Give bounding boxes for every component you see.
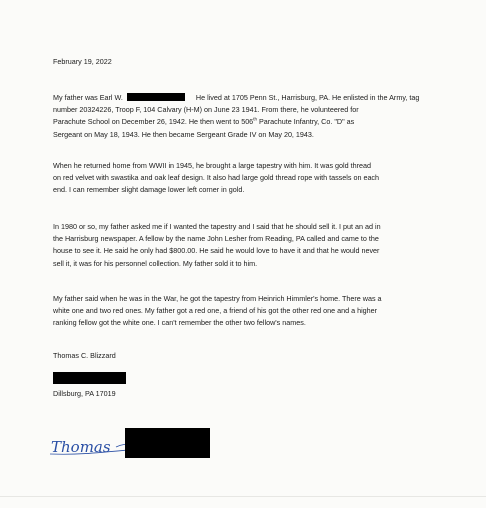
paragraph-line	[53, 92, 459, 104]
paragraph-line: Sergeant on May 18, 1943. He then became Sergeant Grade IV on May 20, 1943.	[53, 129, 314, 139]
paragraph-line: house to see it. He said he only had $800.00. He said he would love to have it and that he would never	[53, 246, 380, 256]
date-text: February 19, 2022	[53, 57, 112, 66]
paragraph-tapestry	[53, 160, 459, 197]
scan-edge-line	[0, 496, 486, 497]
letter-date	[53, 56, 459, 68]
paragraph-line: the Harrisburg newspaper. A fellow by the name John Lesher from Reading, PA called and came to the	[53, 234, 379, 244]
paragraph-line: In 1980 or so, my father asked me if I wanted the tapestry and I said that he should sell it. I put an ad in	[53, 222, 381, 231]
paragraph-line: on red velvet with swastika and oak leaf design. It also had large gold thread rope with tassels on each	[53, 173, 380, 183]
signature-name	[53, 350, 459, 362]
line-text: Parachute School on December 26, 1942. He then went to 506	[53, 117, 254, 127]
redaction-bar	[127, 93, 185, 101]
address-redaction-bar	[53, 372, 126, 384]
line-text: Parachute Infantry, Co. "D" as	[256, 117, 355, 127]
paragraph-line	[53, 116, 459, 128]
line-text: My father was Earl W.	[53, 93, 123, 102]
paragraph-himmler	[53, 293, 459, 330]
signature-redaction-bar	[125, 428, 210, 458]
signature-first-name: Thomas	[51, 438, 111, 456]
signature-name-text: Thomas C. Blizzard	[53, 351, 116, 360]
city-line-text: Dillsburg, PA 17019	[53, 389, 116, 398]
paragraph-line: white one and two red ones. My father got a red one, a friend of his got the other red one and a higher	[53, 306, 378, 316]
paragraph-line: My father said when he was in the War, he got the tapestry from Heinrich Himmler's home. There was a	[53, 294, 382, 303]
paragraph-line: sell it, it was for his personnel collection. My father sold it to him.	[53, 258, 258, 268]
paragraph-line: number 20324226, Troop F, 104 Calvary (H-M) on June 23 1941. From there, he volunteered for	[53, 105, 359, 115]
line-text: He lived at 1705 Penn St., Harrisburg, PA. He enlisted in the Army, tag	[195, 93, 420, 102]
paragraph-line: ranking fellow got the white one. I can't remember the other two fellow's names.	[53, 318, 306, 328]
superscript-th: th	[253, 117, 257, 123]
paragraph-sale	[53, 221, 459, 270]
paragraph-line: end. I can remember slight damage lower left corner in gold.	[53, 185, 245, 195]
paragraph-line: When he returned home from WWII in 1945, he brought a large tapestry with him. It was gold thread	[53, 161, 372, 170]
paragraph-service	[53, 92, 459, 141]
city-line	[53, 388, 459, 400]
